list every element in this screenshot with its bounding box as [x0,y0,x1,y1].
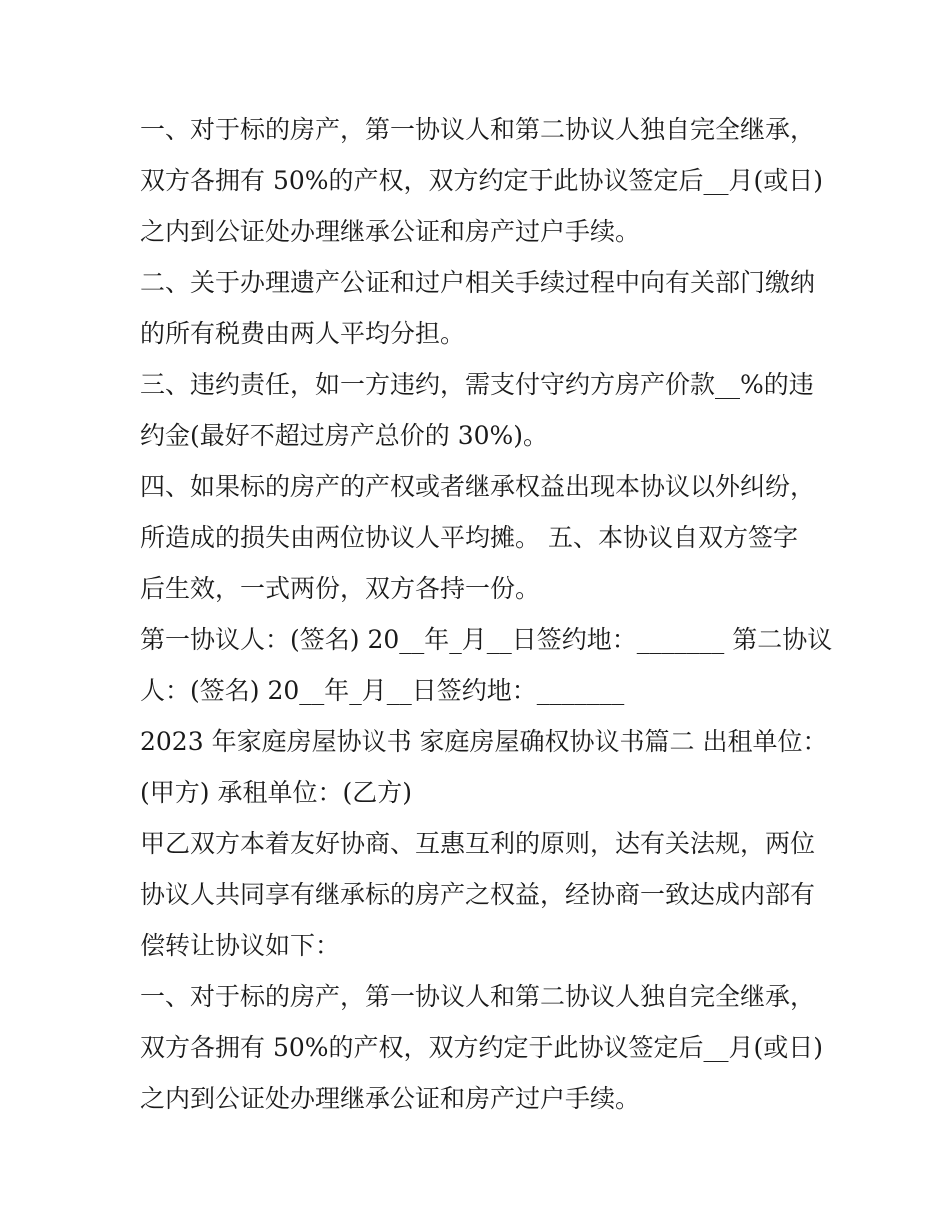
paragraph-clause-4-5 [140,461,820,614]
text-line: 之内到公证处办理继承公证和房产过户手续。 [140,217,641,246]
text-line: 双方各拥有 50%的产权，双方约定于此协议签定后__月(或日) [140,166,824,195]
text-line: 一、对于标的房产，第一协议人和第二协议人独自完全继承， [140,115,816,144]
text-line: 2023 年家庭房屋协议书 家庭房屋确权协议书篇二 出租单位： [140,727,828,756]
text-line: 偿转让协议如下： [140,931,341,960]
text-line: 协议人共同享有继承标的房产之权益，经协商一致达成内部有 [140,880,816,909]
text-line: 第一协议人：(签名) 20__年_月__日签约地：_______ 第二协议 [140,625,833,654]
document-body [140,104,833,1124]
paragraph-clause-1-repeat [140,971,824,1124]
text-line: 一、对于标的房产，第一协议人和第二协议人独自完全继承， [140,982,816,1011]
text-line: 后生效，一式两份，双方各持一份。 [140,574,541,603]
text-line: 三、违约责任，如一方违约，需支付守约方房产价款__%的违 [140,370,814,399]
paragraph-clause-1 [140,104,824,257]
text-line: 人：(签名) 20__年_月__日签约地：_______ [140,676,625,705]
text-line: 双方各拥有 50%的产权，双方约定于此协议签定后__月(或日) [140,1033,824,1062]
paragraph-preamble [140,818,820,971]
paragraph-clause-2 [140,257,820,359]
paragraph-signatures [140,614,833,716]
paragraph-clause-3 [140,359,820,461]
text-line: 四、如果标的房产的产权或者继承权益出现本协议以外纠纷， [140,472,816,501]
text-line: 二、关于办理遗产公证和过户相关手续过程中向有关部门缴纳 [140,268,816,297]
paragraph-section-two-heading [140,716,828,818]
text-line: 所造成的损失由两位协议人平均摊。 五、本协议自双方签字 [140,523,798,552]
text-line: 的所有税费由两人平均分担。 [140,319,466,348]
text-line: 甲乙双方本着友好协商、互惠互利的原则，达有关法规，两位 [140,829,816,858]
text-line: 约金(最好不超过房产总价的 30%)。 [140,421,549,450]
text-line: 之内到公证处办理继承公证和房产过户手续。 [140,1084,641,1113]
text-line: (甲方) 承租单位：(乙方) [140,778,412,807]
